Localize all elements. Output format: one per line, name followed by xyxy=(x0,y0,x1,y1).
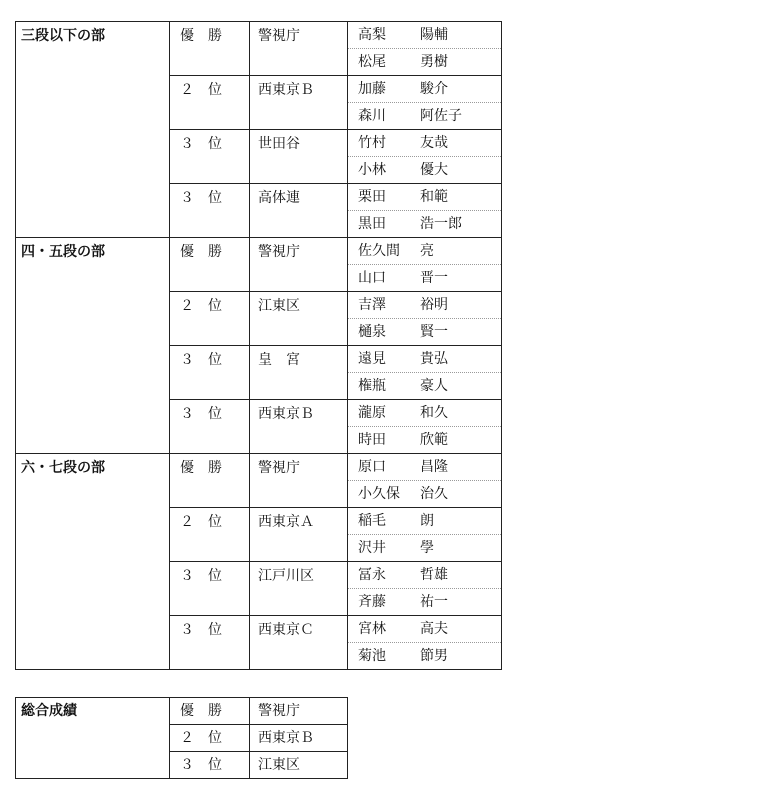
player-surname: 松尾 xyxy=(358,54,386,70)
rank-cell: 優 勝 xyxy=(170,454,250,508)
player-given-name: 高夫 xyxy=(420,621,448,637)
player-surname: 山口 xyxy=(358,270,386,286)
team-cell: 江戸川区 xyxy=(250,562,348,616)
player-surname: 黒田 xyxy=(358,216,386,232)
player-surname: 加藤 xyxy=(358,81,386,97)
player-cell xyxy=(348,454,502,481)
rank-cell: 優 勝 xyxy=(170,698,250,725)
overall-title: 総合成績 xyxy=(16,698,170,779)
player-given-name: 節男 xyxy=(420,648,448,664)
player-given-name: 和範 xyxy=(420,189,448,205)
rank-cell: ３ 位 xyxy=(170,616,250,670)
player-cell xyxy=(348,643,502,670)
team-cell: 高体連 xyxy=(250,184,348,238)
rank-cell: ３ 位 xyxy=(170,346,250,400)
player-given-name: 裕明 xyxy=(420,297,448,313)
team-cell: 江東区 xyxy=(250,292,348,346)
team-cell: 西東京Ｂ xyxy=(250,76,348,130)
team-cell: 西東京Ｃ xyxy=(250,616,348,670)
overall-results-table xyxy=(15,697,348,779)
division-results-body xyxy=(16,22,502,670)
player-given-name: 友哉 xyxy=(420,135,448,151)
player-cell xyxy=(348,589,502,616)
table-row xyxy=(16,22,502,49)
player-surname: 遠見 xyxy=(358,351,386,367)
player-surname: 小久保 xyxy=(358,486,400,502)
rank-cell: ２ 位 xyxy=(170,292,250,346)
player-surname: 冨永 xyxy=(358,567,386,583)
player-cell xyxy=(348,184,502,211)
player-surname: 沢井 xyxy=(358,540,386,556)
rank-cell: ２ 位 xyxy=(170,725,250,752)
team-cell: 西東京Ｂ xyxy=(250,400,348,454)
player-given-name: 欣範 xyxy=(420,432,448,448)
player-given-name: 治久 xyxy=(420,486,448,502)
player-surname: 原口 xyxy=(358,459,386,475)
player-surname: 宮林 xyxy=(358,621,386,637)
player-surname: 樋泉 xyxy=(358,324,386,340)
player-cell xyxy=(348,346,502,373)
rank-cell: ３ 位 xyxy=(170,400,250,454)
player-given-name: 祐一 xyxy=(420,594,448,610)
player-surname: 栗田 xyxy=(358,189,386,205)
player-surname: 吉澤 xyxy=(358,297,386,313)
player-surname: 稲毛 xyxy=(358,513,386,529)
player-cell xyxy=(348,157,502,184)
player-cell xyxy=(348,616,502,643)
team-cell: 西東京Ｂ xyxy=(250,725,348,752)
player-cell xyxy=(348,427,502,454)
overall-results-body xyxy=(16,698,348,779)
division-name: 六・七段の部 xyxy=(16,454,170,670)
player-cell xyxy=(348,49,502,76)
team-cell: 警視庁 xyxy=(250,454,348,508)
player-given-name: 勇樹 xyxy=(420,54,448,70)
player-surname: 瀧原 xyxy=(358,405,386,421)
table-row xyxy=(16,238,502,265)
player-cell xyxy=(348,481,502,508)
player-cell xyxy=(348,103,502,130)
rank-cell: ２ 位 xyxy=(170,508,250,562)
rank-cell: 優 勝 xyxy=(170,238,250,292)
player-cell xyxy=(348,292,502,319)
player-given-name: 哲雄 xyxy=(420,567,448,583)
player-cell xyxy=(348,130,502,157)
table-row xyxy=(16,454,502,481)
team-cell: 警視庁 xyxy=(250,698,348,725)
player-given-name: 優大 xyxy=(420,162,448,178)
table-row xyxy=(16,698,348,725)
player-given-name: 豪人 xyxy=(420,378,448,394)
team-cell: 江東区 xyxy=(250,752,348,779)
rank-cell: 優 勝 xyxy=(170,22,250,76)
team-cell: 警視庁 xyxy=(250,22,348,76)
player-cell xyxy=(348,238,502,265)
player-given-name: 駿介 xyxy=(420,81,448,97)
player-given-name: 賢一 xyxy=(420,324,448,340)
player-cell xyxy=(348,22,502,49)
player-cell xyxy=(348,400,502,427)
player-surname: 時田 xyxy=(358,432,386,448)
player-cell xyxy=(348,265,502,292)
rank-cell: ２ 位 xyxy=(170,76,250,130)
player-surname: 斉藤 xyxy=(358,594,386,610)
team-cell: 皇 宮 xyxy=(250,346,348,400)
division-name: 三段以下の部 xyxy=(16,22,170,238)
player-given-name: 貴弘 xyxy=(420,351,448,367)
player-surname: 小林 xyxy=(358,162,386,178)
player-cell xyxy=(348,508,502,535)
player-given-name: 學 xyxy=(420,540,434,556)
player-surname: 森川 xyxy=(358,108,386,124)
division-name: 四・五段の部 xyxy=(16,238,170,454)
player-cell xyxy=(348,76,502,103)
division-results-table xyxy=(15,21,502,670)
rank-cell: ３ 位 xyxy=(170,562,250,616)
player-given-name: 浩一郎 xyxy=(420,216,462,232)
player-cell xyxy=(348,319,502,346)
player-cell xyxy=(348,562,502,589)
team-cell: 警視庁 xyxy=(250,238,348,292)
player-surname: 権瓶 xyxy=(358,378,386,394)
team-cell: 西東京Ａ xyxy=(250,508,348,562)
player-surname: 竹村 xyxy=(358,135,386,151)
player-surname: 高梨 xyxy=(358,27,386,43)
player-given-name: 晋一 xyxy=(420,270,448,286)
player-cell xyxy=(348,211,502,238)
player-surname: 菊池 xyxy=(358,648,386,664)
player-given-name: 和久 xyxy=(420,405,448,421)
player-surname: 佐久間 xyxy=(358,243,400,259)
rank-cell: ３ 位 xyxy=(170,130,250,184)
team-cell: 世田谷 xyxy=(250,130,348,184)
player-given-name: 亮 xyxy=(420,243,434,259)
player-cell xyxy=(348,535,502,562)
player-given-name: 陽輔 xyxy=(420,27,448,43)
rank-cell: ３ 位 xyxy=(170,752,250,779)
player-given-name: 阿佐子 xyxy=(420,108,462,124)
rank-cell: ３ 位 xyxy=(170,184,250,238)
player-given-name: 朗 xyxy=(420,513,434,529)
player-cell xyxy=(348,373,502,400)
player-given-name: 昌隆 xyxy=(420,459,448,475)
